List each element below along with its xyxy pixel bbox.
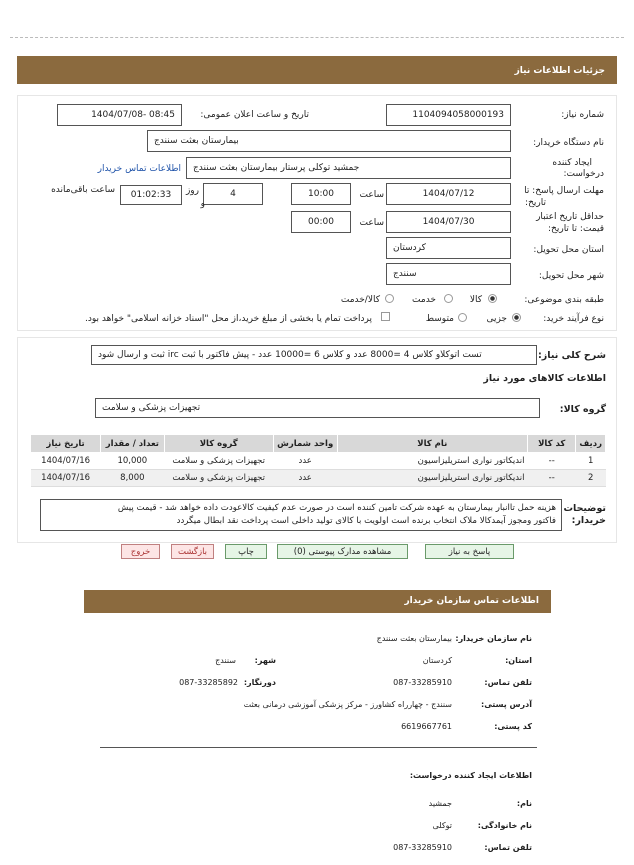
category-option-both: کالا/خدمت xyxy=(340,295,380,305)
table-row xyxy=(31,470,606,487)
city-label: شهر محل تحویل: xyxy=(538,271,604,281)
buyer-notes-line-2: فاکتور ومجوز آیمدکالا ملاک انتخاب برنده است اولویت با کالای تولید داخلی است پرداخت نقد ابطال میگردد xyxy=(176,516,556,526)
process-option-medium: متوسط xyxy=(425,314,454,324)
col-name: نام کالا xyxy=(337,435,527,453)
contact-divider xyxy=(100,747,537,748)
province-field: کردستان xyxy=(386,237,511,259)
back-button[interactable]: بازگشت xyxy=(171,544,214,559)
cell-quantity: 8,000 xyxy=(101,470,164,487)
items-table xyxy=(30,434,606,487)
days-suffix: و xyxy=(200,199,205,209)
col-group: گروه کالا xyxy=(164,435,273,453)
creator-phone-value: 087-33285910 xyxy=(393,843,452,852)
city-field: سنندج xyxy=(386,263,511,285)
contact-section-title xyxy=(84,590,551,613)
remaining-time-label: ساعت باقی‌مانده xyxy=(51,185,115,195)
category-label: طبقه بندی موضوعی: xyxy=(524,295,604,305)
contact-section-title-text: اطلاعات تماس سازمان خریدار xyxy=(404,596,539,606)
category-radio-both[interactable] xyxy=(385,294,394,303)
contact-postal-label: کد پستی: xyxy=(494,722,532,731)
col-code: کد کالا xyxy=(528,435,576,453)
validity-time-field: 00:00 xyxy=(291,211,351,233)
buyer-notes-field xyxy=(40,499,562,531)
creator-field: جمشید توکلی پرستار بیمارستان بعثت سنندج xyxy=(186,157,511,179)
days-label: روز xyxy=(185,186,199,196)
cell-name: اندیکاتور نواری استریلیزاسیون xyxy=(337,470,527,487)
process-option-minor: جزیی xyxy=(486,314,507,324)
category-radio-service[interactable] xyxy=(444,294,453,303)
col-quantity: تعداد / مقدار xyxy=(101,435,164,453)
cell-date: 1404/07/16 xyxy=(31,470,101,487)
cell-code: -- xyxy=(528,453,576,470)
validity-date-field: 1404/07/30 xyxy=(386,211,511,233)
reply-button[interactable]: پاسخ به نیاز xyxy=(425,544,514,559)
cell-row: 2 xyxy=(576,470,606,487)
contact-province-value: کردستان xyxy=(422,656,452,665)
deadline-date-field: 1404/07/12 xyxy=(386,183,511,205)
contact-province-label: استان: xyxy=(505,656,532,665)
category-option-service: خدمت xyxy=(412,295,436,305)
summary-label: شرح کلی نیاز: xyxy=(537,350,606,361)
contact-city-label: شهر: xyxy=(254,656,276,665)
deadline-label-1: مهلت ارسال پاسخ: تا xyxy=(524,186,604,196)
buyer-notes-line-1: هزینه حمل تاانبار بیمارستان به عهده شرکت تامین کننده است در صورت عدم کیفیت کالاعودت داده خواهد شد - قیمت پیش xyxy=(117,503,556,513)
cell-group: تجهیزات پزشکی و سلامت xyxy=(164,470,273,487)
print-button[interactable]: چاپ xyxy=(225,544,267,559)
deadline-time-field: 10:00 xyxy=(291,183,351,205)
contact-fax-value: 087-33285892 xyxy=(179,678,238,687)
goods-group-field: تجهیزات پزشکی و سلامت xyxy=(95,398,540,418)
deadline-time-label: ساعت xyxy=(359,190,384,200)
items-table-header xyxy=(31,435,606,453)
creator-phone-label: تلفن تماس: xyxy=(484,843,532,852)
contact-org-value: بیمارستان بعثت سنندج xyxy=(376,634,452,643)
validity-time-label: ساعت xyxy=(359,218,384,228)
province-label: استان محل تحویل: xyxy=(533,245,604,255)
treasury-payment-note: پرداخت تمام یا بخشی از مبلغ خرید،از محل "اسناد خزانه اسلامی" خواهد بود. xyxy=(84,314,372,324)
announce-date-field: 1404/07/08- 08:45 xyxy=(57,104,182,126)
buyer-notes-label-1: توضیحات xyxy=(563,503,606,514)
cell-name: اندیکاتور نواری استریلیزاسیون xyxy=(337,453,527,470)
remaining-time-field: 01:02:33 xyxy=(120,185,182,205)
contact-phone-value: 087-33285910 xyxy=(393,678,452,687)
deadline-label-2: تاریخ: xyxy=(525,198,546,208)
contact-fax-label: دورنگار: xyxy=(243,678,276,687)
table-row xyxy=(31,453,606,470)
buyer-contact-link[interactable]: اطلاعات تماس خریدار xyxy=(97,164,181,174)
process-radio-minor[interactable] xyxy=(512,313,521,322)
top-divider xyxy=(10,37,624,38)
cell-code: -- xyxy=(528,470,576,487)
cell-unit: عدد xyxy=(273,470,337,487)
validity-label-1: حداقل تاریخ اعتبار xyxy=(536,212,604,222)
exit-button[interactable]: خروج xyxy=(121,544,160,559)
days-field: 4 xyxy=(203,183,263,205)
goods-group-label: گروه کالا: xyxy=(559,404,606,415)
page-title-text: جزئیات اطلاعات نیاز xyxy=(514,66,605,76)
goods-section-title: اطلاعات کالاهای مورد نیاز xyxy=(483,373,606,384)
contact-city-value: سنندج xyxy=(215,656,236,665)
buyer-org-field: بیمارستان بعثت سنندج xyxy=(147,130,511,152)
items-table-wrapper xyxy=(30,434,606,487)
contact-phone-label: تلفن تماس: xyxy=(484,678,532,687)
cell-date: 1404/07/16 xyxy=(31,453,101,470)
need-number-label: شماره نیاز: xyxy=(561,110,604,120)
announce-date-label: تاریخ و ساعت اعلان عمومی: xyxy=(200,110,309,120)
creator-family-label: نام خانوادگی: xyxy=(477,821,532,830)
summary-field: تست اتوکلاو کلاس 4 =8000 عدد و کلاس 6 =10000 عدد - پیش فاکتور با ثبت irc ثبت و ارسال شود xyxy=(91,345,537,365)
col-row: ردیف xyxy=(576,435,606,453)
contact-address-value: سنندج - چهارراه کشاورز - مرکز پزشکی آموزشی درمانی بعثت xyxy=(243,700,452,709)
contact-org-label: نام سازمان خریدار: xyxy=(455,634,532,643)
attachments-button[interactable]: مشاهده مدارک پیوستی (0) xyxy=(277,544,408,559)
creator-name-value: جمشید xyxy=(428,799,452,808)
buyer-org-label: نام دستگاه خریدار: xyxy=(533,138,604,148)
contact-postal-value: 6619667761 xyxy=(401,722,452,731)
col-unit: واحد شمارش xyxy=(273,435,337,453)
creator-family-value: توکلی xyxy=(432,821,452,830)
creator-name-label: نام: xyxy=(516,799,532,808)
cell-quantity: 10,000 xyxy=(101,453,164,470)
cell-group: تجهیزات پزشکی و سلامت xyxy=(164,453,273,470)
need-number-field: 1104094058000193 xyxy=(386,104,511,126)
contact-address-label: آدرس پستی: xyxy=(481,700,532,709)
process-radio-medium[interactable] xyxy=(458,313,467,322)
process-label: نوع فرآیند خرید: xyxy=(543,314,604,324)
category-radio-goods[interactable] xyxy=(488,294,497,303)
treasury-payment-checkbox[interactable] xyxy=(381,312,390,321)
category-option-goods: کالا xyxy=(469,295,482,305)
buyer-notes-label-2: خریدار: xyxy=(571,515,606,526)
page-title xyxy=(17,56,617,84)
creator-label-2: درخواست: xyxy=(563,169,604,179)
cell-row: 1 xyxy=(576,453,606,470)
validity-label-2: قیمت: تا تاریخ: xyxy=(548,224,604,234)
cell-unit: عدد xyxy=(273,453,337,470)
creator-info-title: اطلاعات ایجاد کننده درخواست: xyxy=(409,771,532,780)
creator-label-1: ایجاد کننده xyxy=(552,158,592,168)
col-date: تاریخ نیاز xyxy=(31,435,101,453)
